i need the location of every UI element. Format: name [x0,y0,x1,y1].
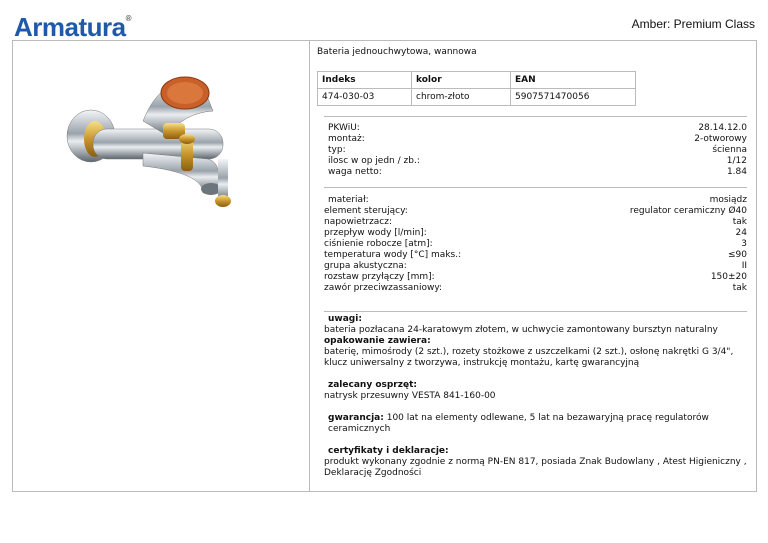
spec-label: element sterujący: [324,206,408,216]
notes-section [324,311,747,479]
spec-row [324,206,747,217]
spec-label: rozstaw przyłączy [mm]: [324,272,435,282]
spec-value: 150±20 [710,272,747,282]
brand-name: Armatura [14,12,126,42]
header-kolor: kolor [412,72,511,89]
index-table [317,71,636,106]
product-line-title: Amber: Premium Class [631,17,755,31]
product-image-pane [13,41,310,491]
spec-value: tak [732,283,747,293]
spec-row [324,272,747,283]
spec-value: 28.14.12.0 [698,123,747,133]
spec-value: II [741,261,747,271]
spec-value: 24 [735,228,747,238]
spec-row [324,283,747,294]
uwagi-title: uwagi: [328,314,362,324]
faucet-image [13,41,309,491]
spec-row [324,145,747,156]
spec-label: waga netto: [328,167,382,177]
table-row [318,89,636,106]
osprzet-title: zalecany osprzęt: [328,380,417,390]
spec-row [324,134,747,145]
spec-value: ścienna [712,145,747,155]
product-name: Bateria jednouchwytowa, wannowa [317,47,477,57]
spec-label: napowietrzacz: [324,217,393,227]
header-indeks: Indeks [318,72,412,89]
spec-label: typ: [328,145,346,155]
gwarancja-title: gwarancja: [328,413,384,423]
spec-value: 1.84 [726,167,747,177]
cell-indeks: 474-030-03 [318,89,412,106]
spec-value: tak [732,217,747,227]
spec-row [324,217,747,228]
osprzet-text: natrysk przesuwny VESTA 841-160-00 [324,391,496,401]
spec-row [324,195,747,206]
spec-row [324,156,747,167]
certyfikaty-title: certyfikaty i deklaracje: [328,446,449,456]
spec-row [324,167,747,178]
spec-label: przepływ wody [l/min]: [324,228,427,238]
opakowanie-title: opakowanie zawiera: [324,336,431,346]
spec-value: mosiądz [709,195,747,205]
cell-ean: 5907571470056 [511,89,636,106]
gwarancja-text: 100 lat na elementy odlewane, 5 lat na bezawaryjną pracę regulatorów ceramicznych [328,413,709,434]
cell-kolor: chrom-złoto [412,89,511,106]
spec-label: ilosc w op jedn / zb.: [328,156,420,166]
spec-row [324,250,747,261]
spec-value: 3 [741,239,747,249]
spec-block-technical [324,187,747,294]
brand-logo [14,12,131,43]
spec-label: grupa akustyczna: [324,261,407,271]
uwagi-text: bateria pozłacana 24-karatowym złotem, w uchwycie zamontowany bursztyn naturalny [324,325,718,335]
opakowanie-text: baterię, mimośrody (2 szt.), rozety stożkowe z uszczelkami (2 szt.), osłonę nakrętki G 3/4", klucz uniwersalny z tworzywa, instrukcję montażu, kartę gwarancyjną [324,347,734,368]
spec-block-general [324,116,747,178]
spec-row [324,239,747,250]
spec-label: materiał: [328,195,369,205]
spec-label: ciśnienie robocze [atm]: [324,239,433,249]
spec-value: 2-otworowy [694,134,747,144]
header-ean: EAN [511,72,636,89]
registered-mark: ® [125,14,131,23]
spec-label: montaż: [328,134,365,144]
spec-sheet-frame [12,40,757,492]
spec-value: ≤90 [728,250,747,260]
spec-content [317,41,756,491]
spec-label: temperatura wody [°C] maks.: [324,250,462,260]
spec-value: 1/12 [726,156,747,166]
spec-row [324,228,747,239]
spec-label: PKWiU: [328,123,360,133]
certyfikaty-text: produkt wykonany zgodnie z normą PN-EN 817, posiada Znak Budowlany , Atest Higieniczny , Deklarację Zgodności [324,457,747,478]
spec-label: zawór przeciwzassaniowy: [324,283,443,293]
spec-row [324,261,747,272]
spec-value: regulator ceramiczny Ø40 [629,206,747,216]
table-header-row [318,72,636,89]
spec-row [324,123,747,134]
